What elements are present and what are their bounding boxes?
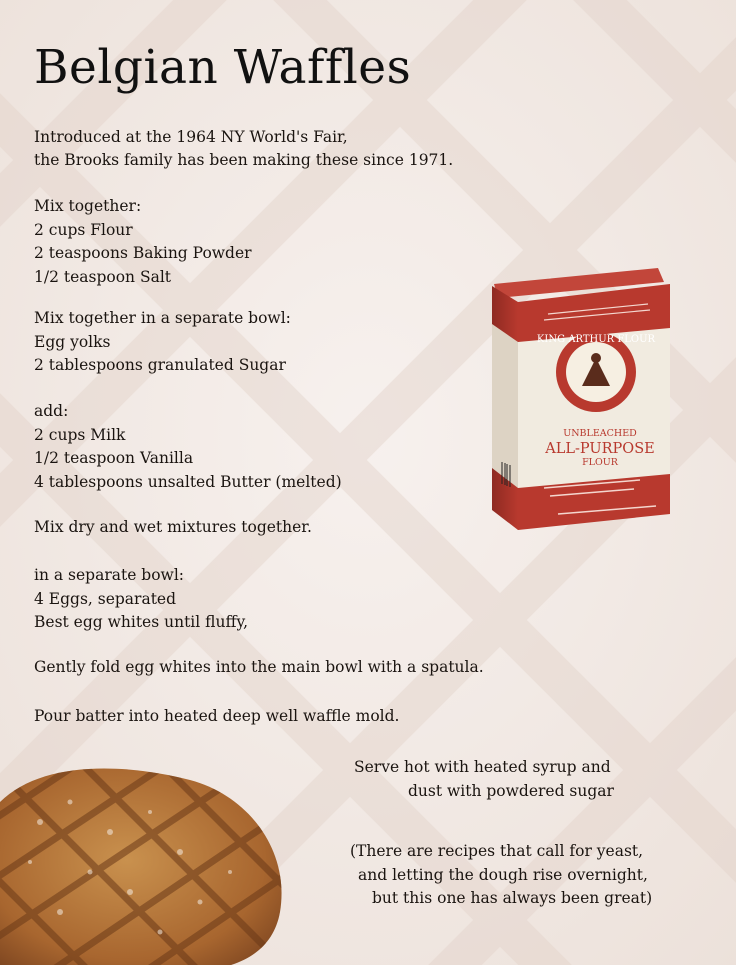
serve-line: dust with powdered sugar xyxy=(408,781,614,800)
step-fold xyxy=(34,656,484,680)
section-heading: Mix together: xyxy=(34,197,142,215)
ingredient-item: 4 Eggs, separated xyxy=(34,589,177,608)
ingredient-item: 4 tablespoons unsalted Butter (melted) xyxy=(34,472,342,491)
section-egg-whites xyxy=(34,564,248,635)
section-yolk-mixture xyxy=(34,307,291,378)
ingredient-item: 2 cups Flour xyxy=(34,220,133,239)
step-pour xyxy=(34,705,399,729)
instruction-line: Mix dry and wet mixtures together. xyxy=(34,518,312,536)
instruction-line: Pour batter into heated deep well waffle mold. xyxy=(34,707,400,725)
ingredient-item: 1/2 teaspoon Salt xyxy=(34,267,172,286)
ingredient-item: 2 cups Milk xyxy=(34,425,126,444)
instruction-line: Gently fold egg whites into the main bowl with a spatula. xyxy=(34,658,484,676)
section-heading: Mix together in a separate bowl: xyxy=(34,309,291,327)
flour-bag-line2: ALL-PURPOSE xyxy=(545,441,655,457)
ingredient-item: Best egg whites until fluffy, xyxy=(34,613,249,631)
recipe-note xyxy=(350,840,652,911)
intro-line: the Brooks family has been making these since 1971. xyxy=(34,151,454,169)
flour-bag-image xyxy=(488,262,674,534)
ingredient-item: Egg yolks xyxy=(34,332,111,351)
flour-bag-line3: FLOUR xyxy=(582,457,618,468)
ingredient-item: 2 teaspoons Baking Powder xyxy=(34,244,252,262)
section-heading: in a separate bowl: xyxy=(34,566,185,584)
page-title: Belgian Waffles xyxy=(34,40,412,95)
note-line: and letting the dough rise overnight, xyxy=(358,865,648,884)
ingredient-item: 1/2 teaspoon Vanilla xyxy=(34,449,194,467)
flour-bag-brand: KING ARTHUR FLOUR xyxy=(536,334,656,345)
serve-line: Serve hot with heated syrup and xyxy=(354,758,611,776)
waffle-image xyxy=(0,762,290,965)
intro-line: Introduced at the 1964 NY World's Fair, xyxy=(34,128,348,146)
section-heading: add: xyxy=(34,402,69,420)
step-combine xyxy=(34,516,312,540)
ingredient-item: 2 tablespoons granulated Sugar xyxy=(34,356,286,374)
flour-bag-line1: UNBLEACHED xyxy=(563,428,637,439)
note-line: (There are recipes that call for yeast, xyxy=(350,842,644,860)
section-wet-additions xyxy=(34,400,342,494)
note-line: but this one has always been great) xyxy=(372,889,653,907)
intro-text xyxy=(34,126,453,172)
serving-suggestion xyxy=(354,756,614,803)
section-dry-ingredients xyxy=(34,195,252,289)
